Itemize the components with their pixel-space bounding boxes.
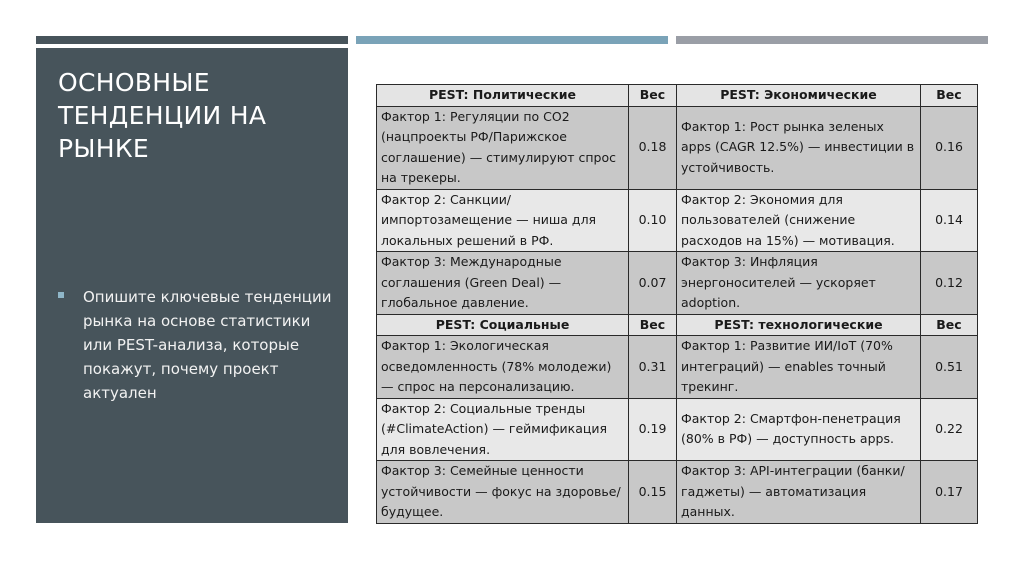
header-economic: PEST: Экономические: [677, 85, 921, 107]
table-row: [377, 461, 978, 524]
weight-cell: 0.10: [629, 189, 677, 252]
header-weight: Вес: [921, 314, 978, 336]
slide-title: ОСНОВНЫЕ ТЕНДЕНЦИИ НА РЫНКЕ: [58, 68, 267, 163]
factor-cell: Фактор 2: Санкции/импортозамещение — ниша для локальных решений в РФ.: [377, 189, 629, 252]
table-header-row: [377, 314, 978, 336]
bullet-item: [58, 285, 343, 405]
factor-cell: Фактор 3: API-интеграции (банки/гаджеты) — автоматизация данных.: [677, 461, 921, 524]
header-weight: Вес: [921, 85, 978, 107]
weight-cell: 0.17: [921, 461, 978, 524]
bullet-text: Опишите ключевые тенденции рынка на основе статистики или PEST-анализа, которые покажут, почему проект актуален: [83, 288, 332, 402]
title-panel: [36, 48, 348, 523]
factor-cell: Фактор 2: Социальные тренды (#ClimateAction) — геймификация для вовлечения.: [377, 398, 629, 461]
factor-cell: Фактор 2: Смартфон-пенетрация (80% в РФ) — доступность apps.: [677, 398, 921, 461]
weight-cell: 0.14: [921, 189, 978, 252]
weight-cell: 0.51: [921, 336, 978, 399]
table-header-row: [377, 85, 978, 107]
weight-cell: 0.31: [629, 336, 677, 399]
weight-cell: 0.19: [629, 398, 677, 461]
square-bullet-icon: [58, 292, 64, 298]
table-row: [377, 189, 978, 252]
factor-cell: Фактор 3: Семейные ценности устойчивости — фокус на здоровье/будущее.: [377, 461, 629, 524]
weight-cell: 0.12: [921, 252, 978, 315]
weight-cell: 0.16: [921, 106, 978, 189]
table-row: [377, 336, 978, 399]
weight-cell: 0.22: [921, 398, 978, 461]
accent-bar-dark: [36, 36, 348, 44]
table-row: [377, 106, 978, 189]
accent-bar-blue: [356, 36, 668, 44]
table-row: [377, 398, 978, 461]
table-row: [377, 252, 978, 315]
weight-cell: 0.15: [629, 461, 677, 524]
header-technological: PEST: технологические: [677, 314, 921, 336]
factor-cell: Фактор 3: Инфляция энергоносителей — ускоряет adoption.: [677, 252, 921, 315]
header-weight: Вес: [629, 85, 677, 107]
accent-bar-gray: [676, 36, 988, 44]
header-weight: Вес: [629, 314, 677, 336]
factor-cell: Фактор 1: Развитие ИИ/IoT (70% интеграций) — enables точный трекинг.: [677, 336, 921, 399]
factor-cell: Фактор 3: Международные соглашения (Green Deal) — глобальное давление.: [377, 252, 629, 315]
factor-cell: Фактор 2: Экономия для пользователей (снижение расходов на 15%) — мотивация.: [677, 189, 921, 252]
factor-cell: Фактор 1: Экологическая осведомленность (78% молодежи) — спрос на персонализацию.: [377, 336, 629, 399]
header-political: PEST: Политические: [377, 85, 629, 107]
weight-cell: 0.18: [629, 106, 677, 189]
factor-cell: Фактор 1: Рост рынка зеленых apps (CAGR 12.5%) — инвестиции в устойчивость.: [677, 106, 921, 189]
pest-table: [376, 84, 978, 524]
header-social: PEST: Социальные: [377, 314, 629, 336]
factor-cell: Фактор 1: Регуляции по CO2 (нацпроекты РФ/Парижское соглашение) — стимулируют спрос на трекеры.: [377, 106, 629, 189]
weight-cell: 0.07: [629, 252, 677, 315]
